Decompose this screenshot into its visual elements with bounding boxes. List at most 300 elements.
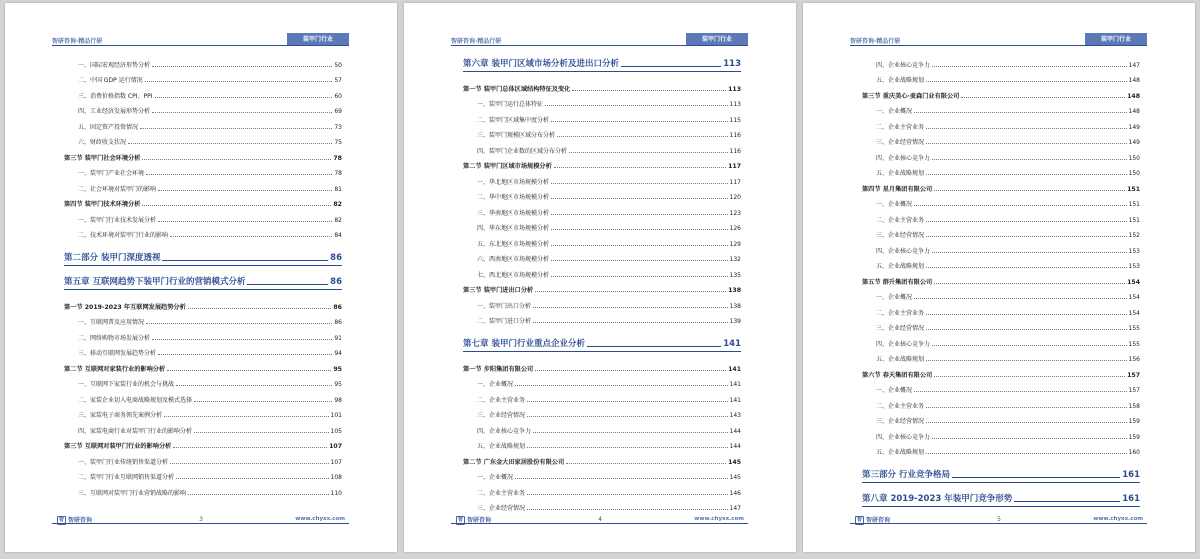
toc-section[interactable] — [463, 279, 741, 295]
toc-item[interactable] — [862, 115, 1140, 131]
toc-title: 一、互联网下家装行业的机会与挑战 — [78, 381, 175, 388]
toc-page-number: 161 — [1122, 470, 1140, 480]
footer-logo-icon: 智 — [457, 517, 463, 523]
footer-url[interactable]: www.chyxx.com — [1093, 516, 1143, 522]
toc-list — [862, 53, 1140, 512]
toc-item[interactable] — [463, 310, 741, 326]
toc-item[interactable] — [463, 186, 741, 202]
toc-section[interactable] — [64, 146, 342, 162]
toc-title: 第五章 互联网趋势下装甲门行业的营销模式分析 — [64, 277, 246, 287]
toc-page-number: 155 — [1128, 325, 1140, 332]
toc-item[interactable] — [463, 404, 741, 420]
toc-leader — [128, 143, 332, 144]
toc-item[interactable] — [862, 239, 1140, 255]
toc-leader — [551, 276, 728, 277]
toc-leader — [932, 66, 1127, 67]
toc-leader — [572, 90, 726, 91]
toc-item[interactable] — [64, 311, 342, 327]
toc-leader — [926, 221, 1127, 222]
toc-chapter[interactable] — [862, 488, 1140, 504]
toc-title: 一、装甲门运行总体特征 — [477, 101, 544, 108]
toc-title: 二、装甲门区域集中度分析 — [477, 116, 550, 124]
toc-title: 第六章 装甲门区域市场分析及进出口分析 — [463, 59, 619, 69]
toc-leader — [527, 447, 728, 448]
toc-page-number: 57 — [334, 77, 342, 84]
toc-title: 二、中国 GDP 运行情况 — [78, 77, 143, 84]
toc-page-number: 143 — [729, 412, 741, 419]
toc-leader — [932, 345, 1127, 346]
toc-title: 四、企业核心竞争力 — [477, 427, 532, 435]
toc-item[interactable] — [862, 410, 1140, 426]
toc-page-number: 150 — [1128, 154, 1140, 162]
toc-item[interactable] — [862, 301, 1140, 317]
toc-leader — [934, 283, 1125, 284]
toc-section[interactable] — [463, 450, 741, 466]
toc-title: 三、企业经营情况 — [876, 418, 925, 425]
toc-page-number: 160 — [1128, 449, 1140, 456]
toc-leader — [158, 221, 332, 222]
toc-page-number: 81 — [334, 185, 342, 193]
toc-page-number: 148 — [1128, 77, 1140, 84]
toc-page-number: 73 — [334, 123, 342, 131]
toc-item[interactable] — [463, 139, 741, 155]
toc-leader — [142, 159, 331, 160]
toc-title: 三、企业经营情况 — [876, 139, 925, 146]
toc-page-number: 155 — [1128, 340, 1140, 348]
toc-page-number: 86 — [334, 319, 342, 326]
toc-item[interactable] — [862, 131, 1140, 147]
toc-item[interactable] — [463, 435, 741, 451]
toc-title: 一、华北地区市场规模分析 — [477, 178, 550, 186]
toc-item[interactable] — [862, 224, 1140, 240]
toc-page-number: 151 — [1128, 201, 1140, 208]
toc-title: 四、华东地区市场规模分析 — [477, 225, 550, 232]
toc-leader — [545, 105, 728, 106]
toc-item[interactable] — [463, 170, 741, 186]
toc-page-number: 138 — [728, 287, 741, 294]
toc-item[interactable] — [463, 419, 741, 435]
toc-title: 二、技术环境对装甲门行业的影响 — [78, 232, 169, 239]
toc-title: 四、企业核心竞争力 — [876, 154, 931, 162]
header-tab: 装甲门行业 — [287, 33, 349, 46]
header-tab: 装甲门行业 — [686, 33, 748, 46]
toc-item[interactable] — [64, 419, 342, 435]
toc-page-number: 156 — [1128, 356, 1140, 363]
toc-leader — [926, 267, 1127, 268]
toc-leader — [914, 298, 1127, 299]
toc-leader — [535, 291, 726, 292]
toc-item[interactable] — [463, 201, 741, 217]
toc-title: 一、企业概况 — [477, 381, 514, 388]
toc-leader — [533, 307, 728, 308]
toc-item[interactable] — [64, 53, 342, 69]
toc-page-number: 149 — [1128, 123, 1140, 131]
toc-title: 一、企业概况 — [876, 387, 913, 394]
toc-item[interactable] — [862, 379, 1140, 395]
header-rule — [850, 45, 1147, 46]
toc-leader — [934, 190, 1125, 191]
toc-item[interactable] — [463, 481, 741, 497]
toc-item[interactable] — [463, 373, 741, 389]
toc-page-number: 75 — [334, 139, 342, 146]
header-rule — [52, 45, 349, 46]
header-rule — [451, 45, 748, 46]
toc-page-number: 116 — [729, 147, 741, 155]
toc-item[interactable] — [64, 84, 342, 100]
toc-item[interactable] — [862, 146, 1140, 162]
toc-title: 二、家装企业切入电商战略规划及模式选择 — [78, 396, 193, 404]
toc-title: 三、企业经营情况 — [477, 412, 526, 419]
toc-leader — [557, 136, 728, 137]
toc-leader — [926, 174, 1127, 175]
toc-title: 四、家装电商行业对装甲门行业的影响分析 — [78, 427, 193, 435]
toc-page-number: 161 — [1122, 494, 1140, 504]
toc-item[interactable] — [862, 208, 1140, 224]
toc-page-number: 153 — [1128, 247, 1140, 255]
toc-page-number: 115 — [729, 116, 741, 124]
toc-leader — [158, 354, 332, 355]
toc-title: 第三节 互联网对装甲门行业的影响分析 — [64, 443, 172, 450]
header-brand: 智研咨询·精品行研 — [451, 38, 502, 45]
toc-title: 二、装甲门行业互联网销售渠道分析 — [78, 474, 175, 481]
toc-leader — [926, 453, 1127, 454]
toc-section[interactable] — [64, 435, 342, 451]
footer-brand-text: 智研咨询 — [467, 517, 492, 524]
toc-item[interactable] — [64, 404, 342, 420]
toc-page-number: 82 — [334, 216, 342, 224]
toc-title: 第二节 广东金大田家居股份有限公司 — [463, 458, 565, 466]
toc-title: 第一节 2019-2023 年互联网发展趋势分析 — [64, 303, 186, 311]
toc-page-number: 144 — [729, 443, 741, 450]
document-page — [803, 3, 1195, 552]
toc-leader — [554, 167, 726, 168]
toc-item[interactable] — [64, 177, 342, 193]
toc-title: 三、互联网对装甲门行业营销战略的影响 — [78, 489, 187, 497]
footer-url[interactable]: www.chyxx.com — [694, 516, 744, 522]
toc-item[interactable] — [463, 108, 741, 124]
toc-leader — [914, 205, 1127, 206]
header-tab: 装甲门行业 — [1085, 33, 1147, 46]
toc-leader — [926, 422, 1127, 423]
toc-item[interactable] — [862, 255, 1140, 271]
toc-page-number: 120 — [729, 194, 741, 201]
toc-item[interactable] — [64, 326, 342, 342]
toc-leader — [188, 308, 332, 309]
toc-item[interactable] — [862, 193, 1140, 209]
toc-page-number: 91 — [334, 334, 342, 342]
toc-title: 第七章 装甲门行业重点企业分析 — [463, 339, 585, 349]
toc-leader — [952, 477, 1120, 478]
toc-leader — [932, 252, 1127, 253]
toc-title: 第六节 春天集团有限公司 — [862, 371, 933, 379]
toc-title: 第三部分 行业竞争格局 — [862, 470, 950, 480]
toc-page-number: 138 — [729, 302, 741, 310]
toc-section[interactable] — [463, 357, 741, 373]
toc-title: 二、装甲门进口分析 — [477, 318, 532, 325]
toc-page-number: 139 — [729, 318, 741, 325]
toc-list — [64, 53, 342, 497]
page-number: 5 — [997, 516, 1001, 523]
toc-title: 一、企业概况 — [477, 474, 514, 481]
toc-item[interactable] — [64, 69, 342, 85]
toc-page-number: 94 — [334, 350, 342, 357]
toc-leader — [621, 66, 721, 67]
toc-title: 第四节 装甲门技术环境分析 — [64, 201, 141, 208]
page-number: 4 — [598, 516, 602, 523]
footer-logo-icon: 智 — [58, 517, 64, 523]
toc-item[interactable] — [862, 348, 1140, 364]
toc-item[interactable] — [862, 286, 1140, 302]
toc-item[interactable] — [463, 217, 741, 233]
toc-leader — [551, 214, 728, 215]
toc-item[interactable] — [862, 100, 1140, 116]
toc-title: 第三节 装甲门社会环境分析 — [64, 154, 141, 162]
toc-section[interactable] — [862, 84, 1140, 100]
toc-title: 五、企业战略规划 — [876, 77, 925, 84]
toc-chapter[interactable] — [64, 271, 342, 287]
toc-page-number: 159 — [1128, 433, 1140, 441]
toc-item[interactable] — [463, 248, 741, 264]
toc-leader — [551, 229, 728, 230]
toc-title: 三、企业经营情况 — [477, 505, 526, 512]
toc-page-number: 117 — [729, 178, 741, 186]
toc-page-number: 84 — [334, 232, 342, 239]
toc-page-number: 148 — [1128, 108, 1140, 115]
toc-title: 第四节 星月集团有限公司 — [862, 185, 933, 193]
toc-page-number: 157 — [1128, 387, 1140, 394]
toc-page-number: 144 — [729, 427, 741, 435]
toc-title: 四、装甲门企业数的区域分布分析 — [477, 147, 568, 155]
toc-page-number: 151 — [1127, 185, 1140, 193]
toc-leader — [152, 112, 332, 113]
toc-title: 七、西北地区市场规模分析 — [477, 271, 550, 279]
toc-item[interactable] — [862, 53, 1140, 69]
toc-title: 一、企业概况 — [876, 108, 913, 115]
toc-leader — [194, 432, 329, 433]
toc-page-number: 157 — [1127, 371, 1140, 379]
toc-page-number: 141 — [729, 396, 741, 404]
toc-page-number: 153 — [1128, 263, 1140, 270]
toc-item[interactable] — [64, 466, 342, 482]
toc-leader — [533, 322, 728, 323]
toc-list — [463, 53, 741, 512]
toc-title: 三、装甲门规模区域分布分析 — [477, 132, 556, 139]
toc-leader — [194, 401, 332, 402]
toc-page-number: 154 — [1128, 294, 1140, 301]
toc-chapter[interactable] — [64, 247, 342, 263]
toc-item[interactable] — [64, 388, 342, 404]
toc-page-number: 60 — [334, 92, 342, 100]
toc-page-number: 78 — [333, 154, 342, 162]
toc-item[interactable] — [64, 115, 342, 131]
toc-page-number: 98 — [334, 396, 342, 404]
toc-leader — [914, 391, 1127, 392]
footer-rule — [451, 523, 748, 524]
toc-leader — [551, 121, 728, 122]
toc-chapter[interactable] — [463, 333, 741, 349]
toc-item[interactable] — [463, 93, 741, 109]
toc-title: 三、华南地区市场规模分析 — [477, 209, 550, 217]
toc-leader — [926, 329, 1127, 330]
toc-title: 六、财政收支状况 — [78, 139, 127, 146]
toc-title: 三、家装电子商务领先案例分析 — [78, 412, 163, 419]
toc-leader — [914, 112, 1127, 113]
footer-url[interactable]: www.chyxx.com — [295, 516, 345, 522]
toc-section[interactable] — [463, 77, 741, 93]
toc-leader — [515, 478, 728, 479]
toc-leader — [926, 407, 1127, 408]
toc-item[interactable] — [463, 124, 741, 140]
toc-leader — [566, 463, 726, 464]
toc-item[interactable] — [64, 373, 342, 389]
toc-title: 一、企业概况 — [876, 201, 913, 208]
toc-leader — [926, 360, 1127, 361]
toc-page-number: 126 — [729, 225, 741, 232]
toc-page-number: 69 — [334, 108, 342, 115]
toc-item[interactable] — [463, 388, 741, 404]
toc-page-number: 110 — [330, 489, 342, 497]
toc-leader — [527, 494, 728, 495]
toc-section[interactable] — [463, 155, 741, 171]
toc-item[interactable] — [64, 342, 342, 358]
toc-item[interactable] — [64, 450, 342, 466]
toc-leader — [167, 370, 331, 371]
toc-leader — [146, 174, 332, 175]
toc-item[interactable] — [862, 425, 1140, 441]
toc-leader — [162, 260, 328, 261]
document-page — [404, 3, 796, 552]
toc-page-number: 135 — [729, 271, 741, 279]
document-page — [5, 3, 397, 552]
toc-title: 五、企业战略规划 — [477, 443, 526, 450]
toc-page-number: 101 — [330, 412, 342, 419]
toc-leader — [551, 260, 728, 261]
toc-title: 二、网络购物市场发展分析 — [78, 334, 151, 342]
toc-title: 三、企业经营情况 — [876, 325, 925, 332]
toc-item[interactable] — [463, 466, 741, 482]
toc-item[interactable] — [64, 208, 342, 224]
toc-page-number: 86 — [330, 253, 342, 263]
toc-item[interactable] — [862, 394, 1140, 410]
footer-rule — [52, 523, 349, 524]
toc-item[interactable] — [64, 100, 342, 116]
toc-leader — [140, 128, 332, 129]
toc-title: 一、装甲门出口分析 — [477, 302, 532, 310]
toc-item[interactable] — [64, 131, 342, 147]
toc-page-number: 141 — [723, 339, 741, 349]
toc-page-number: 149 — [1128, 139, 1140, 146]
toc-leader — [934, 376, 1125, 377]
toc-title: 五、企业战略规划 — [876, 170, 925, 177]
toc-page-number: 145 — [729, 474, 741, 481]
toc-leader — [188, 494, 329, 495]
toc-leader — [155, 97, 333, 98]
toc-title: 二、企业主营业务 — [876, 123, 925, 131]
toc-title: 四、企业核心竞争力 — [876, 61, 931, 69]
toc-leader — [926, 128, 1127, 129]
toc-section[interactable] — [64, 295, 342, 311]
toc-title: 第一节 装甲门总体区域结构特征及变化 — [463, 85, 571, 93]
toc-leader — [152, 339, 332, 340]
toc-section[interactable] — [862, 177, 1140, 193]
toc-leader — [142, 205, 331, 206]
toc-leader — [176, 385, 332, 386]
toc-item[interactable] — [862, 317, 1140, 333]
toc-section[interactable] — [64, 193, 342, 209]
toc-item[interactable] — [64, 162, 342, 178]
toc-page-number: 152 — [1128, 232, 1140, 239]
toc-title: 三、移动互联网发展趋势分析 — [78, 350, 157, 357]
toc-item[interactable] — [862, 441, 1140, 457]
toc-page-number: 150 — [1128, 170, 1140, 177]
toc-title: 一、企业概况 — [876, 294, 913, 301]
toc-page-number: 151 — [1128, 216, 1140, 224]
toc-item[interactable] — [64, 481, 342, 497]
toc-leader — [961, 97, 1125, 98]
toc-leader — [551, 198, 728, 199]
toc-leader — [926, 81, 1127, 82]
toc-page-number: 107 — [330, 458, 342, 466]
toc-title: 三、企业经营情况 — [876, 232, 925, 239]
toc-title: 第二部分 装甲门深度透视 — [64, 253, 161, 263]
footer-logo-icon: 智 — [856, 517, 862, 523]
toc-title: 四、企业核心竞争力 — [876, 340, 931, 348]
toc-chapter[interactable] — [862, 464, 1140, 480]
toc-page-number: 154 — [1127, 278, 1140, 286]
toc-leader — [587, 346, 721, 347]
toc-item[interactable] — [463, 232, 741, 248]
toc-title: 第三节 重庆美心·麦森门业有限公司 — [862, 92, 960, 100]
toc-section[interactable] — [862, 363, 1140, 379]
footer-brand-text: 智研咨询 — [68, 517, 93, 524]
toc-page-number: 50 — [334, 61, 342, 69]
toc-page-number: 95 — [333, 365, 342, 373]
toc-page-number: 129 — [729, 240, 741, 248]
toc-page-number: 116 — [729, 132, 741, 139]
toc-section[interactable] — [64, 357, 342, 373]
toc-title: 二、企业主营业务 — [876, 216, 925, 224]
toc-title: 三、消费价格指数 CPI、PPI — [78, 92, 153, 100]
toc-leader — [515, 385, 728, 386]
toc-item[interactable] — [862, 332, 1140, 348]
toc-item[interactable] — [463, 497, 741, 513]
header-brand: 智研咨询·精品行研 — [850, 38, 901, 45]
toc-title: 二、企业主营业务 — [876, 402, 925, 410]
toc-item[interactable] — [862, 69, 1140, 85]
toc-section[interactable] — [862, 270, 1140, 286]
toc-page-number: 159 — [1128, 418, 1140, 425]
toc-item[interactable] — [463, 294, 741, 310]
toc-title: 一、装甲门产业社会环境 — [78, 170, 145, 177]
toc-title: 一、装甲门行业技术发展分析 — [78, 216, 157, 224]
toc-page-number: 113 — [723, 59, 741, 69]
toc-item[interactable] — [862, 162, 1140, 178]
toc-leader — [533, 432, 728, 433]
toc-page-number: 78 — [334, 170, 342, 177]
toc-chapter[interactable] — [463, 53, 741, 69]
toc-page-number: 141 — [728, 365, 741, 373]
toc-leader — [145, 81, 333, 82]
toc-item[interactable] — [463, 263, 741, 279]
toc-item[interactable] — [64, 224, 342, 240]
toc-title: 四、工业经济发展形势分析 — [78, 108, 151, 115]
toc-title: 第二节 互联网对家装行业的影响分析 — [64, 365, 166, 373]
toc-title: 五、企业战略规划 — [876, 263, 925, 270]
toc-leader — [926, 143, 1127, 144]
toc-leader — [926, 314, 1127, 315]
toc-page-number: 158 — [1128, 402, 1140, 410]
toc-leader — [569, 152, 728, 153]
